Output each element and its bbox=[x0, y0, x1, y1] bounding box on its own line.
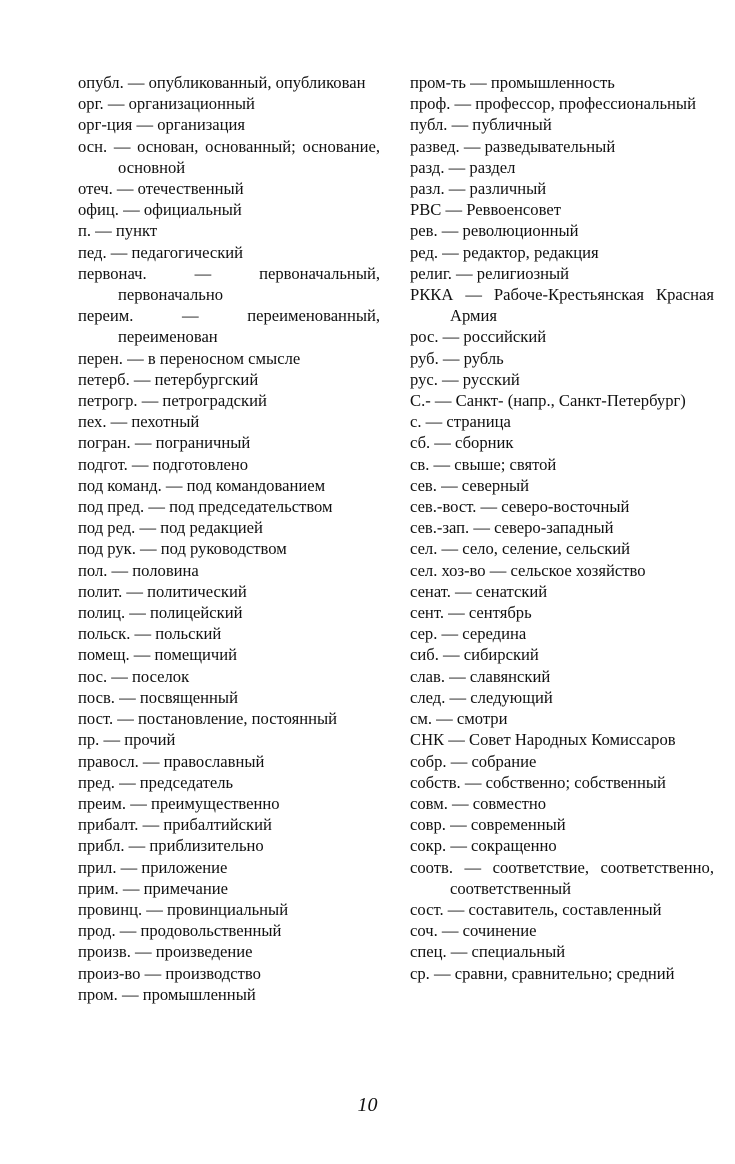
abbreviation-entry: прибалт. — прибалтийский bbox=[78, 815, 272, 835]
abbreviation-entry: рев. — революционный bbox=[410, 221, 579, 241]
abbreviation-entry: помещ. — помещичий bbox=[78, 645, 238, 665]
abbreviation-entry: полит. — политический bbox=[78, 581, 247, 601]
abbreviation-entry: под ред. — под редакцией bbox=[78, 518, 263, 538]
abbreviation-entry: орг. — организационный bbox=[78, 94, 255, 114]
abbreviation-entry: разл. — различный bbox=[410, 179, 547, 199]
abbreviation-entry: см. — смотри bbox=[410, 709, 508, 729]
abbreviation-entry: разд. — раздел bbox=[410, 157, 516, 177]
abbreviation-entry: прод. — продовольственный bbox=[78, 921, 282, 941]
abbreviation-entry: пех. — пехотный bbox=[78, 412, 200, 432]
abbreviation-entry: сев.-зап. — северо-западный bbox=[410, 518, 614, 538]
abbreviation-entry: рос. — российский bbox=[410, 327, 547, 347]
abbreviation-entry: перен. — в переносном смысле bbox=[78, 348, 301, 368]
abbreviation-entry: пол. — половина bbox=[78, 560, 199, 580]
abbreviation-entry: руб. — рубль bbox=[410, 348, 504, 368]
abbreviation-entry: преим. — преимущественно bbox=[78, 793, 280, 813]
abbreviation-entry: под рук. — под руководством bbox=[78, 539, 287, 559]
abbreviation-entry: опубл. — опубликованный, опубликован bbox=[78, 73, 366, 92]
abbreviation-entry: сент. — сентябрь bbox=[410, 603, 532, 623]
abbreviation-entry: под пред. — под председательством bbox=[78, 497, 333, 517]
abbreviation-entry: ср. — сравни, сравнительно; средний bbox=[410, 963, 675, 983]
abbreviation-entry: отеч. — отечественный bbox=[78, 179, 244, 199]
abbreviation-entry: сел. хоз-во — сельское хозяйство bbox=[410, 560, 646, 580]
abbreviation-entry: сиб. — сибирский bbox=[410, 645, 539, 665]
abbreviation-entry: сост. — составитель, составленный bbox=[410, 899, 662, 919]
abbreviation-entry: первонач. — первоначальный, первоначально bbox=[78, 263, 380, 305]
abbreviation-entry: публ. — публичный bbox=[410, 115, 552, 135]
abbreviation-entry: под команд. — под командованием bbox=[78, 475, 326, 495]
abbreviation-entry: слав. — славянский bbox=[410, 666, 551, 686]
abbreviation-entry: религ. — религиозный bbox=[410, 263, 570, 283]
abbreviation-entry: сенат. — сенатский bbox=[410, 581, 548, 601]
abbreviation-entry: совм. — совместно bbox=[410, 793, 547, 813]
abbreviation-entry: офиц. — официальный bbox=[78, 200, 242, 220]
abbreviation-entry: сев. — северный bbox=[410, 475, 530, 495]
abbreviation-entry: полиц. — полицейский bbox=[78, 603, 243, 623]
abbreviation-entry: польск. — польский bbox=[78, 624, 222, 644]
abbreviation-entry: развед. — разведывательный bbox=[410, 136, 616, 156]
abbreviation-entry: след. — следующий bbox=[410, 687, 553, 707]
abbreviation-entry: пос. — поселок bbox=[78, 666, 190, 686]
abbreviation-entry: посв. — посвященный bbox=[78, 687, 238, 707]
abbreviation-entry: прим. — примечание bbox=[78, 878, 228, 898]
abbreviation-entry: сокр. — сокращенно bbox=[410, 836, 557, 856]
abbreviation-entry: СНК — Совет Народных Комиссаров bbox=[410, 730, 676, 750]
abbreviation-entry: погран. — пограничный bbox=[78, 433, 251, 453]
abbreviation-entry: собств. — собственно; собственный bbox=[410, 772, 666, 792]
abbreviation-entry: пр. — прочий bbox=[78, 730, 176, 750]
abbreviation-entry: п. — пункт bbox=[78, 221, 158, 241]
abbreviation-entry: правосл. — православный bbox=[78, 751, 265, 771]
abbreviation-entry: прибл. — приблизительно bbox=[78, 836, 264, 856]
abbreviation-entry: ред. — редактор, редакция bbox=[410, 242, 599, 262]
abbreviation-entry: петрогр. — петроградский bbox=[78, 391, 267, 411]
abbreviation-entry: прил. — приложение bbox=[78, 857, 228, 877]
abbreviation-entry: проф. — профессор, профессиональный bbox=[410, 94, 696, 114]
abbreviation-entry: пром. — промышленный bbox=[78, 984, 256, 1004]
abbreviation-entry: сев.-вост. — северо-восточный bbox=[410, 497, 630, 517]
abbreviation-entry: С.- — Санкт- (напр., Санкт-Петербург) bbox=[410, 391, 686, 411]
abbreviation-entry: петерб. — петербургский bbox=[78, 369, 259, 389]
abbreviation-entry: пром-ть — промышленность bbox=[410, 73, 615, 92]
abbreviation-entry: осн. — основан, основанный; основание, основной bbox=[78, 136, 380, 177]
abbreviation-entry: пост. — постановление, постоянный bbox=[78, 709, 338, 729]
abbreviation-entry: подгот. — подготовлено bbox=[78, 454, 249, 474]
abbreviation-entry: с. — страница bbox=[410, 412, 511, 432]
abbreviations-left-column bbox=[78, 72, 380, 1005]
abbreviation-entry: сб. — сборник bbox=[410, 433, 514, 453]
abbreviation-entry: провинц. — провинциальный bbox=[78, 899, 289, 919]
abbreviation-entry: произв. — произведение bbox=[78, 942, 253, 962]
page-number: 10 bbox=[357, 1094, 378, 1116]
abbreviations-right-column bbox=[410, 72, 714, 984]
abbreviation-entry: сер. — середина bbox=[410, 624, 527, 644]
abbreviation-entry: собр. — собрание bbox=[410, 751, 537, 771]
abbreviation-entry: произ-во — производство bbox=[78, 963, 261, 983]
abbreviation-entry: спец. — специальный bbox=[410, 942, 566, 962]
abbreviation-entry: пед. — педагогический bbox=[78, 242, 244, 262]
abbreviation-entry: сел. — село, селение, сельский bbox=[410, 539, 631, 559]
abbreviation-entry: совр. — современный bbox=[410, 815, 566, 835]
abbreviation-entry: св. — свыше; святой bbox=[410, 454, 557, 474]
abbreviation-entry: переим. — переименованный, переименован bbox=[78, 306, 380, 347]
abbreviation-entry: рус. — русский bbox=[410, 369, 520, 389]
abbreviation-entry: пред. — председатель bbox=[78, 772, 234, 792]
abbreviation-entry: РККА — Рабоче-Крестьянская Красная Армия bbox=[410, 285, 714, 326]
abbreviation-entry: орг-ция — организация bbox=[78, 115, 246, 135]
abbreviation-entry: соч. — сочинение bbox=[410, 921, 537, 941]
abbreviation-entry: соотв. — соответствие, соответственно, соответственный bbox=[410, 857, 714, 898]
abbreviation-entry: РВС — Реввоенсовет bbox=[410, 200, 561, 220]
